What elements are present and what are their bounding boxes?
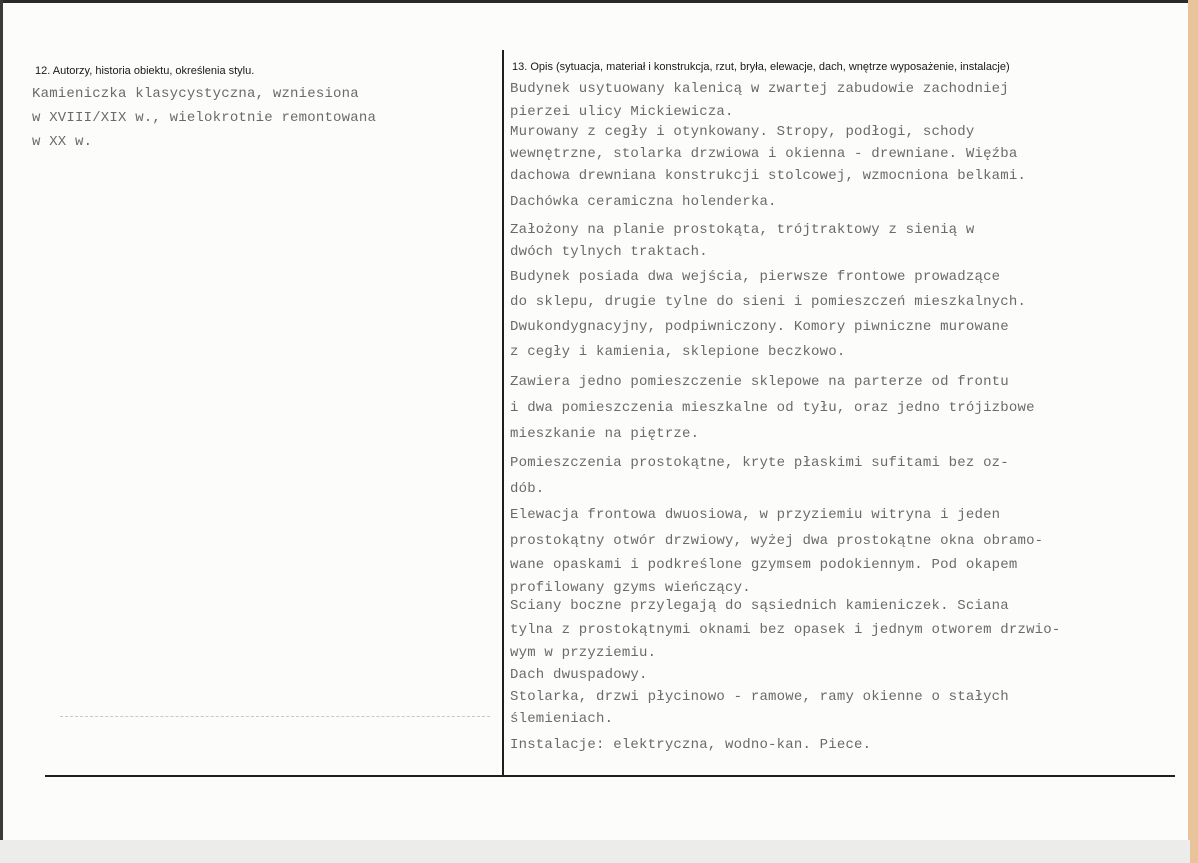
scan-edge-right — [1188, 0, 1198, 863]
section-13-line: dób. — [510, 481, 545, 497]
section-13-line: z cegły i kamienia, sklepione beczkowo. — [510, 344, 846, 360]
section-13-line: dachowa drewniana konstrukcji stolcowej, wzmocniona belkami. — [510, 168, 1027, 184]
faint-dashed-rule — [60, 716, 490, 717]
section-12-line: w XX w. — [32, 134, 93, 150]
section-13-line: Założony na planie prostokąta, trójtraktowy z sienią w — [510, 222, 975, 238]
section-13-line: Stolarka, drzwi płycinowo - ramowe, ramy okienne o stałych — [510, 689, 1009, 705]
section-13-line: Budynek usytuowany kalenicą w zwartej zabudowie zachodniej — [510, 81, 1009, 97]
section-13-label: 13. Opis (sytuacja, materiał i konstrukcja, rzut, bryła, elewacje, dach, wnętrze wyposażenie, instalacje) — [512, 61, 1010, 73]
section-13-line: tylna z prostokątnymi oknami bez opasek i jednym otworem drzwio- — [510, 622, 1061, 638]
section-13-line: Dachówka ceramiczna holenderka. — [510, 194, 777, 210]
section-13-line: wane opaskami i podkreślone gzymsem podokiennym. Pod okapem — [510, 557, 1018, 573]
section-13-line: Pomieszczenia prostokątne, kryte płaskimi sufitami bez oz- — [510, 455, 1009, 471]
section-13-line: Zawiera jedno pomieszczenie sklepowe na parterze od frontu — [510, 374, 1009, 390]
section-13-line: Dwukondygnacyjny, podpiwniczony. Komory piwniczne murowane — [510, 319, 1009, 335]
scan-edge-top — [0, 0, 1198, 3]
section-12-label: 12. Autorzy, historia obiektu, określenia stylu. — [35, 65, 255, 77]
section-13-line: Budynek posiada dwa wejścia, pierwsze frontowe prowadzące — [510, 269, 1001, 285]
section-13-line: do sklepu, drugie tylne do sieni i pomieszczeń mieszkalnych. — [510, 294, 1027, 310]
section-12-line: Kamieniczka klasycystyczna, wzniesiona — [32, 86, 359, 102]
section-13-line: Dach dwuspadowy. — [510, 667, 648, 683]
column-divider — [502, 50, 504, 776]
section-13-line: i dwa pomieszczenia mieszkalne od tyłu, oraz jedno trójizbowe — [510, 400, 1035, 416]
section-13-line: Instalacje: elektryczna, wodno-kan. Piece. — [510, 737, 872, 753]
scan-edge-bottom — [0, 840, 1190, 863]
bottom-rule — [45, 775, 1175, 777]
section-13-line: Sciany boczne przylegają do sąsiednich kamieniczek. Sciana — [510, 598, 1009, 614]
section-13-line: ślemieniach. — [510, 711, 614, 727]
section-13-line: prostokątny otwór drzwiowy, wyżej dwa prostokątne okna obramo- — [510, 533, 1044, 549]
section-13-line: pierzei ulicy Mickiewicza. — [510, 104, 734, 120]
section-13-line: mieszkanie na piętrze. — [510, 426, 700, 442]
section-12-line: w XVIII/XIX w., wielokrotnie remontowana — [32, 110, 377, 126]
section-13-line: profilowany gzyms wieńczący. — [510, 580, 751, 596]
section-13-line: wym w przyziemiu. — [510, 645, 657, 661]
section-13-line: Elewacja frontowa dwuosiowa, w przyziemiu witryna i jeden — [510, 507, 1001, 523]
section-13-line: dwóch tylnych traktach. — [510, 244, 708, 260]
section-13-line: Murowany z cegły i otynkowany. Stropy, podłogi, schody — [510, 124, 975, 140]
section-13-line: wewnętrzne, stolarka drzwiowa i okienna - drewniane. Więźba — [510, 146, 1018, 162]
scan-edge-left — [0, 0, 3, 863]
